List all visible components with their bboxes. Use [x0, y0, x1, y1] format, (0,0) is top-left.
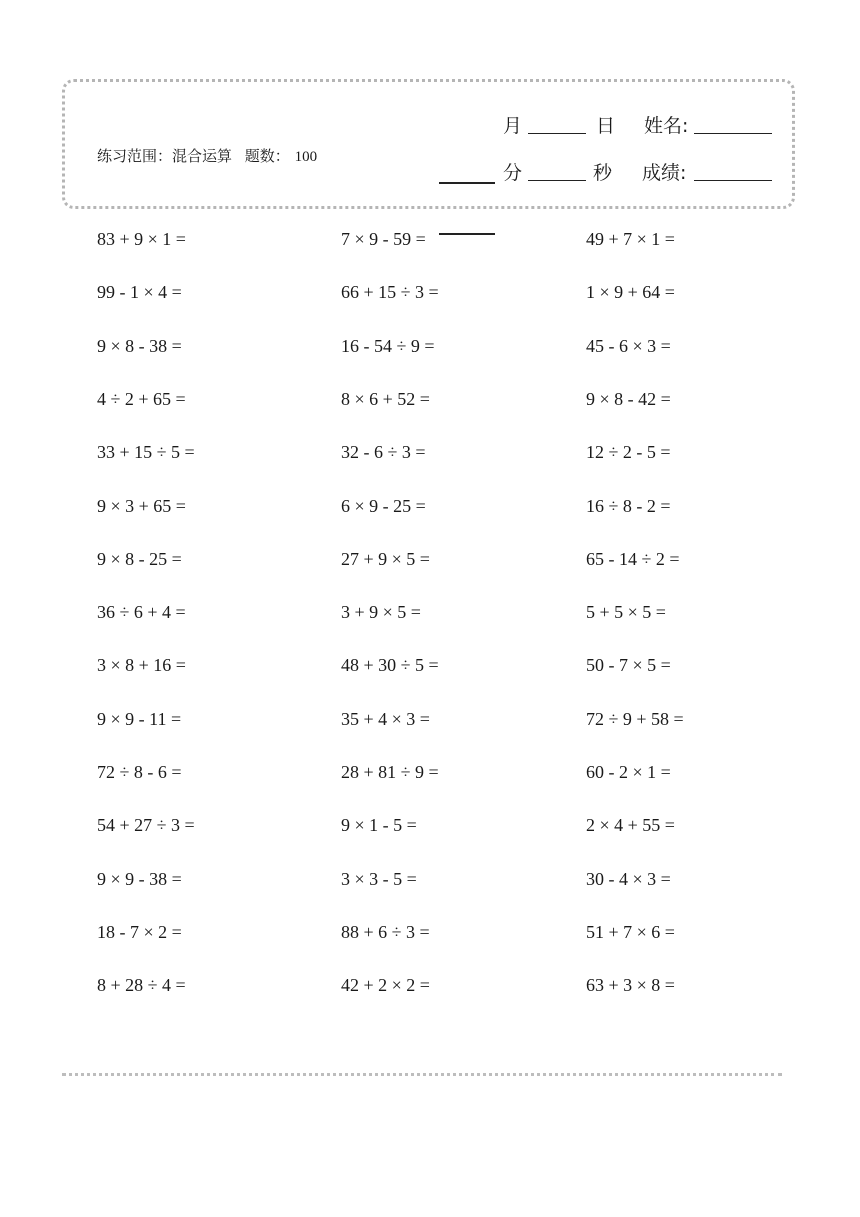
count-value: 100 [294, 149, 318, 165]
problem-item: 30 - 4 × 3 = [586, 869, 671, 889]
month-label: 月 [503, 115, 523, 137]
minute-blank[interactable] [439, 182, 495, 184]
problem-item: 48 + 30 ÷ 5 = [341, 655, 439, 675]
range-label: 练习范围：混合运算 [97, 147, 233, 165]
problem-item: 18 - 7 × 2 = [97, 922, 182, 942]
problem-item: 6 × 9 - 25 = [341, 496, 426, 516]
name-blank[interactable] [694, 133, 772, 134]
problem-item: 3 × 8 + 16 = [97, 655, 186, 675]
score-blank[interactable] [694, 180, 772, 181]
problem-item: 66 + 15 ÷ 3 = [341, 282, 439, 302]
count-label: 题数： [244, 147, 290, 165]
problem-item: 4 ÷ 2 + 65 = [97, 389, 186, 409]
problem-item: 36 ÷ 6 + 4 = [97, 602, 186, 622]
problem-item: 9 × 8 - 38 = [97, 336, 182, 356]
problem-item: 5 + 5 × 5 = [586, 602, 666, 622]
problem-item: 9 × 9 - 38 = [97, 869, 182, 889]
problem-item: 8 × 6 + 52 = [341, 389, 430, 409]
footer-divider [62, 1073, 782, 1076]
day-label: 日 [596, 115, 616, 137]
problem-item: 65 - 14 ÷ 2 = [586, 549, 680, 569]
problem-item: 42 + 2 × 2 = [341, 975, 430, 995]
problem-item: 72 ÷ 8 - 6 = [97, 762, 182, 782]
problem-item: 9 × 8 - 25 = [97, 549, 182, 569]
minute-label: 分 [503, 162, 523, 184]
problem-item: 9 × 1 - 5 = [341, 815, 417, 835]
problem-item: 28 + 81 ÷ 9 = [341, 762, 439, 782]
problem-item: 1 × 9 + 64 = [586, 282, 675, 302]
problem-item: 88 + 6 ÷ 3 = [341, 922, 430, 942]
stray-answer-line [439, 233, 495, 235]
problem-item: 9 × 8 - 42 = [586, 389, 671, 409]
problem-item: 45 - 6 × 3 = [586, 336, 671, 356]
problem-item: 54 + 27 ÷ 3 = [97, 815, 195, 835]
problem-item: 2 × 4 + 55 = [586, 815, 675, 835]
problem-item: 50 - 7 × 5 = [586, 655, 671, 675]
problem-item: 12 ÷ 2 - 5 = [586, 442, 671, 462]
practice-range [97, 145, 317, 166]
score-label: 成绩: [642, 162, 687, 184]
problem-item: 49 + 7 × 1 = [586, 229, 675, 249]
problem-item: 9 × 3 + 65 = [97, 496, 186, 516]
problem-item: 63 + 3 × 8 = [586, 975, 675, 995]
problem-item: 8 + 28 ÷ 4 = [97, 975, 186, 995]
day-blank[interactable] [528, 133, 586, 134]
problem-item: 51 + 7 × 6 = [586, 922, 675, 942]
problem-item: 7 × 9 - 59 = [341, 229, 426, 249]
problem-item: 35 + 4 × 3 = [341, 709, 430, 729]
problem-item: 16 - 54 ÷ 9 = [341, 336, 435, 356]
problem-item: 99 - 1 × 4 = [97, 282, 182, 302]
problem-item: 83 + 9 × 1 = [97, 229, 186, 249]
problem-item: 3 × 3 - 5 = [341, 869, 417, 889]
problem-item: 27 + 9 × 5 = [341, 549, 430, 569]
problem-item: 9 × 9 - 11 = [97, 709, 182, 729]
name-label: 姓名: [644, 115, 689, 137]
problem-item: 33 + 15 ÷ 5 = [97, 442, 195, 462]
problem-item: 32 - 6 ÷ 3 = [341, 442, 426, 462]
problem-item: 3 + 9 × 5 = [341, 602, 421, 622]
header-box [62, 79, 795, 209]
problem-item: 72 ÷ 9 + 58 = [586, 709, 684, 729]
problem-item: 16 ÷ 8 - 2 = [586, 496, 671, 516]
problem-item: 60 - 2 × 1 = [586, 762, 671, 782]
second-label: 秒 [593, 162, 613, 184]
second-blank[interactable] [528, 180, 586, 181]
